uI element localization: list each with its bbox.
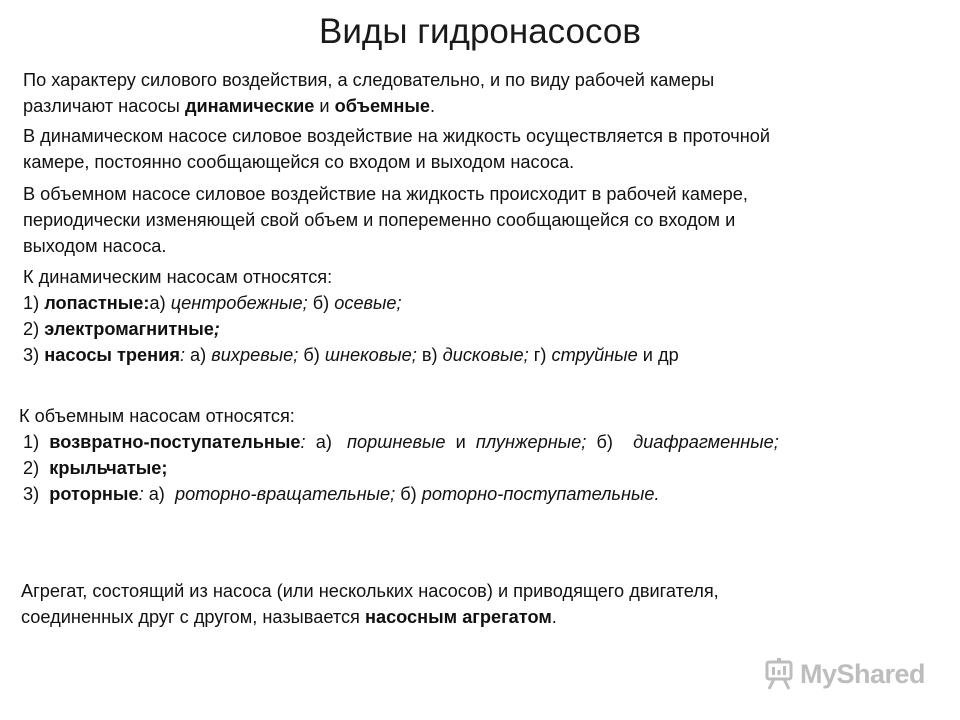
text-line: камере, постоянно сообщающейся со входом и выходом насоса. bbox=[23, 152, 575, 172]
text-line: В динамическом насосе силовое воздействие на жидкость осуществляется в проточной bbox=[23, 126, 771, 146]
paragraph-pump-aggregate bbox=[21, 578, 719, 630]
list-volumetric-pumps bbox=[19, 403, 779, 507]
list-dynamic-pumps bbox=[23, 264, 679, 368]
text-line: периодически изменяющей свой объем и попеременно сообщающейся со входом и bbox=[23, 210, 736, 230]
term-dynamic: динамические bbox=[184, 96, 315, 116]
paragraph-pump-classification bbox=[23, 67, 714, 119]
text-line: выходом насоса. bbox=[23, 236, 167, 256]
list-item: 3) роторные: а) роторно-вращательные; б) роторно-поступательные. bbox=[23, 484, 660, 504]
term-pump-aggregate: насосным агрегатом bbox=[364, 607, 552, 627]
list-heading: К динамическим насосам относятся: bbox=[23, 267, 333, 287]
paragraph-dynamic-pump bbox=[23, 123, 770, 175]
list-item: 1) возвратно-поступательные: а) поршневые и плунжерные; б) диафрагменные; bbox=[23, 432, 779, 452]
text-line: соединенных друг с другом, называется насосным агрегатом. bbox=[21, 607, 557, 627]
paragraph-volumetric-pump bbox=[23, 181, 748, 259]
presentation-board-icon bbox=[764, 658, 794, 690]
watermark-text: MyShared bbox=[800, 658, 926, 689]
myshared-watermark bbox=[764, 656, 928, 692]
text-line: По характеру силового воздействия, а следовательно, и по виду рабочей камеры bbox=[23, 70, 715, 90]
list-item: 2) крыльчатые; bbox=[23, 458, 168, 478]
list-item: 2) электромагнитные; bbox=[23, 319, 220, 339]
text-line: Агрегат, состоящий из насоса (или нескольких насосов) и приводящего двигателя, bbox=[21, 581, 719, 601]
text-line: различают насосы динамические и объемные. bbox=[23, 96, 436, 116]
list-item: 3) насосы трения: а) вихревые; б) шнековые; в) дисковые; г) струйные и др bbox=[23, 345, 679, 365]
list-item: 1) лопастные:а) центробежные; б) осевые; bbox=[23, 293, 402, 313]
text-line: В объемном насосе силовое воздействие на жидкость происходит в рабочей камере, bbox=[23, 184, 748, 204]
list-heading: К объемным насосам относятся: bbox=[19, 406, 295, 426]
page-title: Виды гидронасосов bbox=[319, 12, 641, 51]
term-volumetric: объемные bbox=[334, 96, 430, 116]
